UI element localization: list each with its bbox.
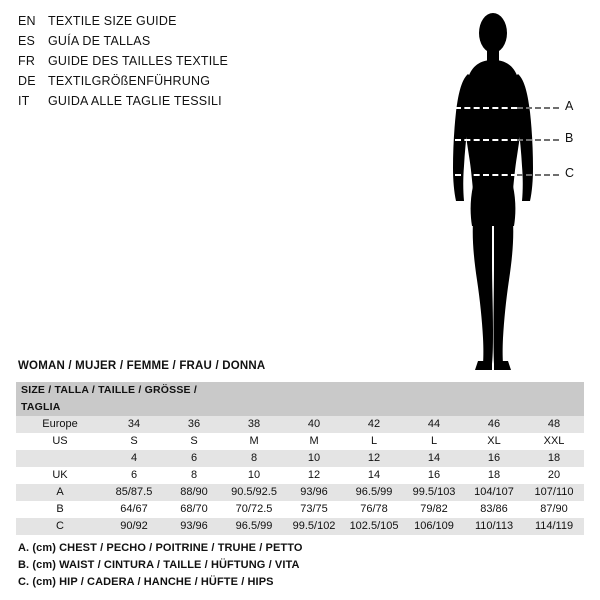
cell: 46 <box>464 416 524 433</box>
language-title: GUÍA DE TALLAS <box>48 34 151 48</box>
cell: 4 <box>104 450 164 467</box>
cell: 48 <box>524 416 584 433</box>
table-row <box>16 501 584 518</box>
cell: L <box>404 433 464 450</box>
cell: 87/90 <box>524 501 584 518</box>
cell: 90/92 <box>104 518 164 535</box>
table-row <box>16 518 584 535</box>
language-row <box>18 54 358 74</box>
row-label <box>16 450 104 467</box>
language-title: GUIDA ALLE TAGLIE TESSILI <box>48 94 222 108</box>
cell: 42 <box>344 416 404 433</box>
cell: 10 <box>284 450 344 467</box>
marker-label-c: C <box>565 166 575 180</box>
cell: 102.5/105 <box>344 518 404 535</box>
cell: 70/72.5 <box>224 501 284 518</box>
cell: 34 <box>104 416 164 433</box>
cell: 16 <box>464 450 524 467</box>
marker-line-c-inner <box>455 174 517 176</box>
marker-line-b-outer <box>517 139 559 141</box>
table-header-row <box>16 382 584 416</box>
marker-label-a: A <box>565 99 574 113</box>
table-row <box>16 433 584 450</box>
table-header-label: SIZE / TALLA / TAILLE / GRÖSSE / TAGLIA <box>16 382 224 416</box>
cell: 10 <box>224 467 284 484</box>
note-c: C. (cm) HIP / CADERA / HANCHE / HÜFTE / HIPS <box>18 576 274 588</box>
row-label: US <box>16 433 104 450</box>
cell: 76/78 <box>344 501 404 518</box>
woman-silhouette-icon <box>420 8 570 373</box>
cell: 79/82 <box>404 501 464 518</box>
cell: 12 <box>344 450 404 467</box>
cell: 110/113 <box>464 518 524 535</box>
cell: 18 <box>524 450 584 467</box>
cell: L <box>344 433 404 450</box>
note-b: B. (cm) WAIST / CINTURA / TAILLE / HÜFTUNG / VITA <box>18 559 300 571</box>
cell: 88/90 <box>164 484 224 501</box>
language-title: TEXTILGRÖßENFÜHRUNG <box>48 74 211 88</box>
cell: 106/109 <box>404 518 464 535</box>
cell: 38 <box>224 416 284 433</box>
table-row <box>16 450 584 467</box>
cell: 68/70 <box>164 501 224 518</box>
language-row <box>18 94 358 114</box>
marker-line-a-outer <box>517 107 559 109</box>
size-table-wrapper <box>16 382 584 535</box>
table-row <box>16 467 584 484</box>
table-header-fill <box>224 382 584 416</box>
size-table <box>16 382 584 535</box>
cell: 36 <box>164 416 224 433</box>
row-label: Europe <box>16 416 104 433</box>
language-row <box>18 34 358 54</box>
table-row <box>16 416 584 433</box>
cell: 93/96 <box>284 484 344 501</box>
language-code: DE <box>18 74 36 88</box>
language-code: FR <box>18 54 36 68</box>
cell: 16 <box>404 467 464 484</box>
row-label: B <box>16 501 104 518</box>
language-title: GUIDE DES TAILLES TEXTILE <box>48 54 229 68</box>
cell: 18 <box>464 467 524 484</box>
cell: 6 <box>164 450 224 467</box>
cell: 14 <box>344 467 404 484</box>
cell: 64/67 <box>104 501 164 518</box>
cell: 96.5/99 <box>344 484 404 501</box>
body-figure <box>400 8 590 373</box>
section-caption: WOMAN / MUJER / FEMME / FRAU / DONNA <box>18 360 266 372</box>
cell: XL <box>464 433 524 450</box>
language-title: TEXTILE SIZE GUIDE <box>48 14 177 28</box>
marker-line-b-inner <box>455 139 517 141</box>
cell: 107/110 <box>524 484 584 501</box>
cell: 14 <box>404 450 464 467</box>
cell: 73/75 <box>284 501 344 518</box>
row-label: C <box>16 518 104 535</box>
cell: 96.5/99 <box>224 518 284 535</box>
cell: S <box>104 433 164 450</box>
row-label: A <box>16 484 104 501</box>
cell: 44 <box>404 416 464 433</box>
language-row <box>18 14 358 34</box>
cell: 8 <box>224 450 284 467</box>
cell: 8 <box>164 467 224 484</box>
note-a: A. (cm) CHEST / PECHO / POITRINE / TRUHE / PETTO <box>18 542 303 554</box>
cell: M <box>284 433 344 450</box>
table-row <box>16 484 584 501</box>
cell: 104/107 <box>464 484 524 501</box>
cell: M <box>224 433 284 450</box>
cell: 99.5/102 <box>284 518 344 535</box>
row-label: UK <box>16 467 104 484</box>
marker-label-b: B <box>565 131 574 145</box>
marker-line-a-inner <box>455 107 517 109</box>
cell: 12 <box>284 467 344 484</box>
cell: 83/86 <box>464 501 524 518</box>
language-row <box>18 74 358 94</box>
cell: 93/96 <box>164 518 224 535</box>
measurement-notes <box>18 540 578 591</box>
marker-line-c-outer <box>517 174 559 176</box>
cell: 6 <box>104 467 164 484</box>
language-code: IT <box>18 94 30 108</box>
cell: 85/87.5 <box>104 484 164 501</box>
cell: 114/119 <box>524 518 584 535</box>
language-title-list <box>18 14 358 114</box>
cell: 90.5/92.5 <box>224 484 284 501</box>
language-code: ES <box>18 34 36 48</box>
cell: 99.5/103 <box>404 484 464 501</box>
cell: XXL <box>524 433 584 450</box>
language-code: EN <box>18 14 36 28</box>
cell: S <box>164 433 224 450</box>
cell: 40 <box>284 416 344 433</box>
cell: 20 <box>524 467 584 484</box>
